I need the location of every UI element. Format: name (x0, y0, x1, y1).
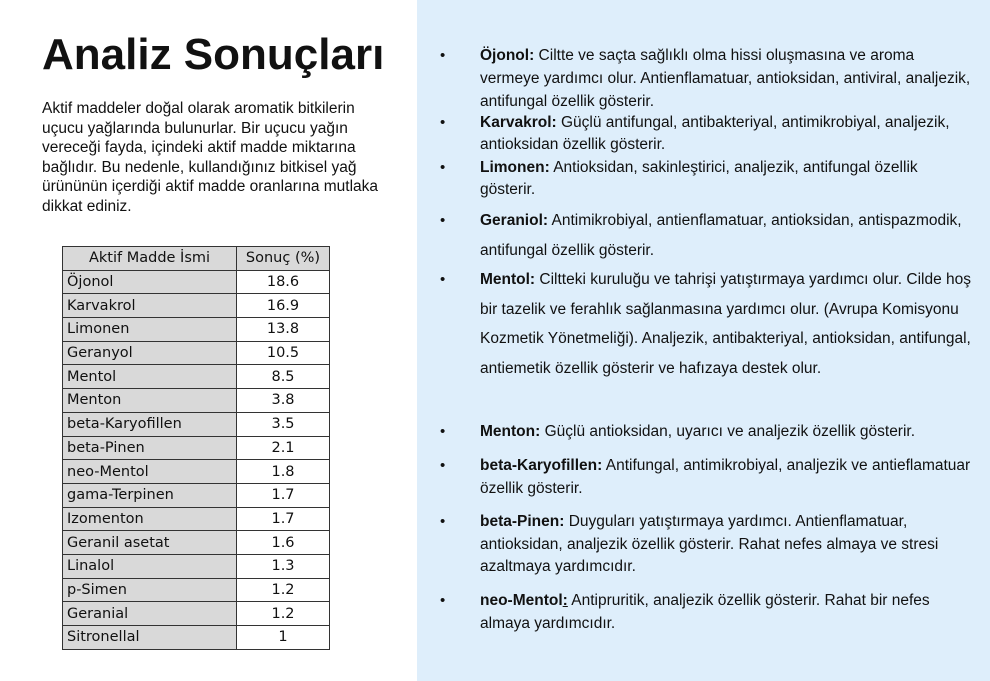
cell-name: Karvakrol (63, 294, 237, 318)
list-item (440, 157, 975, 201)
table-row (63, 554, 330, 578)
term-description: Antipruritik, analjezik özellik gösterir. Rahat bir nefes almaya yardımcıdır. (480, 592, 930, 632)
term-label: Limonen: (480, 159, 550, 176)
term-label: Karvakrol: (480, 114, 557, 131)
cell-value: 1.3 (237, 554, 330, 578)
page-title: Analiz Sonuçları (42, 30, 385, 79)
table-row (63, 531, 330, 555)
cell-name: Limonen (63, 318, 237, 342)
term-label: Öjonol: (480, 47, 535, 64)
term-description: Güçlü antioksidan, uyarıcı ve analjezik özellik gösterir. (540, 423, 916, 440)
cell-value: 1.6 (237, 531, 330, 555)
table-header-row (63, 247, 330, 271)
cell-name: p-Simen (63, 578, 237, 602)
table-row (63, 460, 330, 484)
term-description: Güçlü antifungal, antibakteriyal, antimikrobiyal, analjezik, antioksidan özellik gösterir. (480, 114, 950, 153)
bullet-glyph: • (440, 271, 446, 288)
term-label: Geraniol: (480, 212, 549, 229)
bullet-glyph: • (440, 457, 446, 474)
table-row (63, 365, 330, 389)
cell-value: 16.9 (237, 294, 330, 318)
list-item (440, 511, 975, 579)
cell-value: 3.8 (237, 389, 330, 413)
term-description: Ciltteki kuruluğu ve tahrişi yatıştırmaya yardımcı olur. Cilde hoş bir tazelik ve ferahlık sağlanmasına yardımcı olur. (Avrupa Komisyonu Kozmetik Yönetmeliği). Analjezik, antibakteriyal, antioksidan, antifungal, antiemetik özellik gösterir ve hafızaya destek olur. (480, 271, 971, 377)
intro-paragraph: Aktif maddeler doğal olarak aromatik bitkilerin uçucu yağlarında bulunurlar. Bir uçucu yağın vereceği fayda, içindeki aktif madde miktarına bağlıdır. Bu nedenle, kullandığınız bitkisel yağ ürününün içerdiği aktif madde oranlarına mutlaka dikkat ediniz. (42, 100, 379, 215)
list-item (440, 112, 975, 156)
bullet-glyph: • (440, 592, 446, 609)
cell-name: Menton (63, 389, 237, 413)
bullet-glyph: • (440, 513, 446, 530)
term-label: beta-Karyofillen: (480, 457, 603, 474)
cell-value: 13.8 (237, 318, 330, 342)
term-label: Mentol: (480, 271, 536, 288)
table-row (63, 270, 330, 294)
term-label: beta-Pinen: (480, 513, 565, 530)
column-header-name: Aktif Madde İsmi (63, 247, 237, 271)
bullet-glyph: • (440, 114, 446, 131)
cell-value: 1.2 (237, 578, 330, 602)
cell-name: neo-Mentol (63, 460, 237, 484)
term-label: Menton: (480, 423, 541, 440)
list-item (440, 206, 975, 266)
cell-value: 1.8 (237, 460, 330, 484)
cell-value: 3.5 (237, 412, 330, 436)
cell-value: 1 (237, 626, 330, 650)
cell-name: Geranyol (63, 341, 237, 365)
list-item (440, 265, 975, 383)
cell-value: 1.7 (237, 483, 330, 507)
bullet-glyph: • (440, 423, 446, 440)
table-row (63, 578, 330, 602)
list-item (440, 44, 975, 113)
results-table (62, 246, 330, 650)
cell-name: Mentol (63, 365, 237, 389)
cell-value: 1.7 (237, 507, 330, 531)
cell-name: Sitronellal (63, 626, 237, 650)
column-header-result: Sonuç (%) (237, 247, 330, 271)
cell-name: Öjonol (63, 270, 237, 294)
cell-name: Geranial (63, 602, 237, 626)
cell-name: Izomenton (63, 507, 237, 531)
term-description: Antimikrobiyal, antienflamatuar, antioksidan, antispazmodik, antifungal özellik gösterir. (480, 212, 962, 259)
cell-name: beta-Karyofillen (63, 412, 237, 436)
term-description: Duyguları yatıştırmaya yardımcı. Antienflamatuar, antioksidan, analjezik özellik gösterir. Rahat nefes almaya ve stresi azaltmaya yardımcıdır. (480, 513, 939, 575)
table-row (63, 436, 330, 460)
bullet-glyph: • (440, 47, 446, 64)
table-row (63, 294, 330, 318)
table-row (63, 341, 330, 365)
cell-value: 10.5 (237, 341, 330, 365)
table-row (63, 602, 330, 626)
cell-value: 2.1 (237, 436, 330, 460)
list-item (440, 421, 975, 443)
cell-name: Geranil asetat (63, 531, 237, 555)
table-row (63, 318, 330, 342)
term-description: Antioksidan, sakinleştirici, analjezik, antifungal özellik gösterir. (480, 159, 918, 198)
term-colon: : (562, 592, 568, 609)
term-description: Antifungal, antimikrobiyal, analjezik ve antieflamatuar özellik gösterir. (480, 457, 971, 497)
cell-name: Linalol (63, 554, 237, 578)
cell-value: 1.2 (237, 602, 330, 626)
bullet-glyph: • (440, 212, 446, 229)
table-row (63, 626, 330, 650)
term-description: Ciltte ve saçta sağlıklı olma hissi oluşmasına ve aroma vermeye yardımcı olur. Antienflamatuar, antioksidan, antiviral, analjezik, antifungal özellik gösterir. (480, 47, 971, 110)
cell-name: beta-Pinen (63, 436, 237, 460)
table-row (63, 507, 330, 531)
cell-value: 8.5 (237, 365, 330, 389)
list-item (440, 590, 975, 635)
cell-name: gama-Terpinen (63, 483, 237, 507)
table-row (63, 389, 330, 413)
cell-value: 18.6 (237, 270, 330, 294)
table-row (63, 412, 330, 436)
term-label: neo-Mentol (480, 592, 563, 609)
table-row (63, 483, 330, 507)
bullet-glyph: • (440, 159, 446, 176)
list-item (440, 454, 975, 500)
